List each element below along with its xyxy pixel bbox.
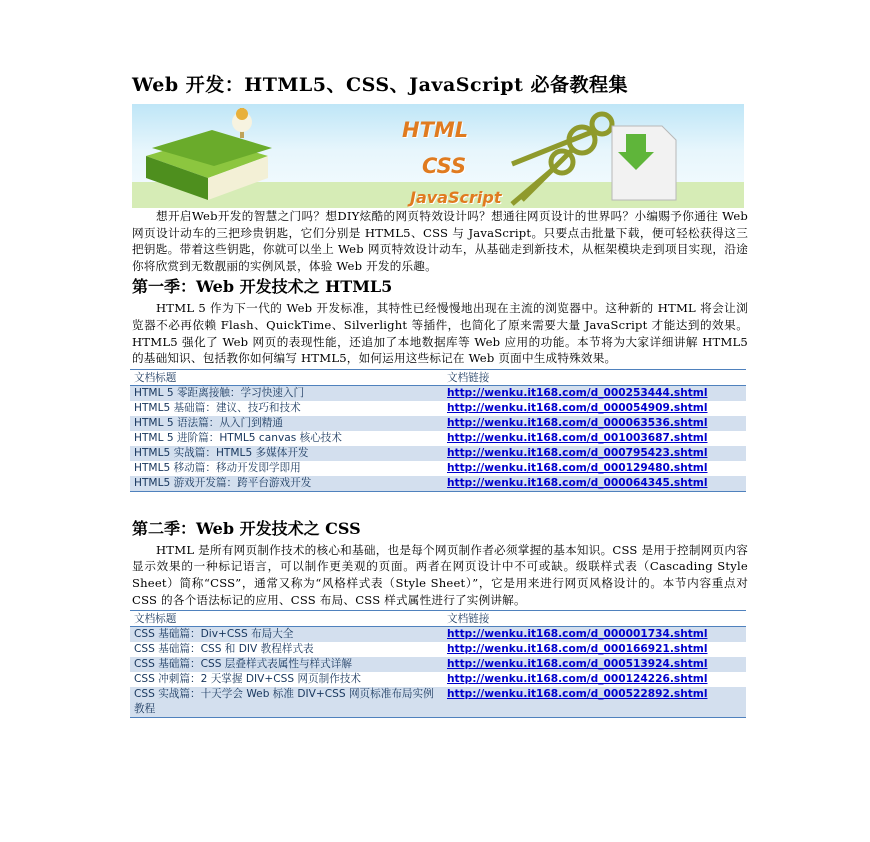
section2-heading: 第二季：Web 开发技术之 CSS [132, 518, 361, 538]
doc-title: HTML 5 零距离接触：学习快速入门 [130, 385, 443, 401]
doc-title: CSS 实战篇：十天学会 Web 标准 DIV+CSS 网页标准布局实例教程 [130, 687, 443, 718]
column-header-title: 文档标题 [130, 611, 443, 627]
doc-title: HTML5 实战篇：HTML5 多媒体开发 [130, 446, 443, 461]
banner-word-css: CSS [422, 154, 467, 178]
table-row [130, 627, 746, 643]
doc-link[interactable]: http://wenku.it168.com/d_000253444.shtml [447, 386, 708, 399]
doc-link[interactable]: http://wenku.it168.com/d_000054909.shtml [447, 401, 708, 414]
doc-link[interactable]: http://wenku.it168.com/d_000129480.shtml [447, 461, 708, 474]
doc-title: CSS 基础篇：Div+CSS 布局大全 [130, 627, 443, 643]
doc-link[interactable]: http://wenku.it168.com/d_001003687.shtml [447, 431, 708, 444]
doc-link[interactable]: http://wenku.it168.com/d_000124226.shtml [447, 673, 708, 686]
column-header-title: 文档标题 [130, 369, 443, 385]
document-page [128, 72, 748, 718]
doc-title: CSS 基础篇：CSS 和 DIV 教程样式表 [130, 642, 443, 657]
section1-body: HTML 5 作为下一代的 Web 开发标准，其特性已经慢慢地出现在主流的浏览器中。这种新的 HTML 将会让浏览器不必再依赖 Flash、QuickTime、Silverlight 等插件，也简化了原来需要大量 JavaScript 才能达到的效果。HTML5 强化了 Web 网页的表现性能，还追加了本地数据库等 Web 应用的功能。本节将为大家详细讲解 HTML5 的基础知识、包括教你如何编写 HTML5，如何运用这些标记在 Web 页面中生成特殊效果。 [132, 301, 748, 366]
table-row [130, 672, 746, 687]
page-title: Web 开发：HTML5、CSS、JavaScript 必备教程集 [132, 74, 628, 96]
doc-link[interactable]: http://wenku.it168.com/d_000166921.shtml [447, 643, 708, 656]
doc-link[interactable]: http://wenku.it168.com/d_000064345.shtml [447, 476, 708, 489]
section2-table [130, 610, 746, 718]
table-row [130, 476, 746, 492]
section2-body: HTML 是所有网页制作技术的核心和基础，也是每个网页制作者必须掌握的基本知识。CSS 是用于控制网页内容显示效果的一种标记语言，可以制作更美观的页面。两者在网页设计中不可或缺。级联样式表（Cascading Style Sheet）简称“CSS”，通常又称为“风格样式表（Style Sheet）”，它是用来进行网页风格设计的。本节内容重点对 CSS 的各个语法标记的应用、CSS 布局、CSS 样式属性进行了实例讲解。 [132, 542, 748, 607]
doc-link[interactable]: http://wenku.it168.com/d_000795423.shtml [447, 446, 708, 459]
table-row [130, 385, 746, 401]
section1-heading: 第一季：Web 开发技术之 HTML5 [132, 277, 393, 297]
table-row [130, 657, 746, 672]
section-spacer [128, 492, 748, 516]
doc-title: HTML 5 进阶篇：HTML5 canvas 核心技术 [130, 431, 443, 446]
column-header-link: 文档链接 [443, 611, 746, 627]
doc-link[interactable]: http://wenku.it168.com/d_000001734.shtml [447, 628, 708, 641]
table-row [130, 687, 746, 718]
table-row [130, 416, 746, 431]
doc-title: HTML5 移动篇：移动开发即学即用 [130, 461, 443, 476]
doc-link[interactable]: http://wenku.it168.com/d_000063536.shtml [447, 416, 708, 429]
doc-title: HTML 5 语法篇：从入门到精通 [130, 416, 443, 431]
intro-paragraph: 想开启Web开发的智慧之门吗？想DIY炫酷的网页特效设计吗？想通往网页设计的世界吗？小编赐予你通往 Web 网页设计动车的三把珍贵钥匙，它们分别是 HTML5、CSS 与 JavaScript。只要点击批量下载，便可轻松获得这三把钥匙。带着这些钥匙，你就可以坐上 Web 网页特效设计动车，从基础走到新技术，从框架模块走到项目实现，沿途你将欣赏到无数靓丽的实例风景，体验 Web 开发的乐趣。 [132, 209, 748, 273]
doc-title: CSS 基础篇：CSS 层叠样式表属性与样式详解 [130, 657, 443, 672]
doc-title: HTML5 基础篇：建议、技巧和技术 [130, 401, 443, 416]
banner-image [132, 104, 744, 208]
table-row [130, 431, 746, 446]
table-row [130, 642, 746, 657]
table-row [130, 401, 746, 416]
table-row [130, 446, 746, 461]
banner-word-javascript: JavaScript [410, 188, 502, 207]
section1-table [130, 369, 746, 492]
table-row [130, 461, 746, 476]
download-document-icon [612, 126, 676, 200]
doc-title: HTML5 游戏开发篇：跨平台游戏开发 [130, 476, 443, 492]
column-header-link: 文档链接 [443, 369, 746, 385]
banner-word-html: HTML [402, 118, 469, 142]
doc-link[interactable]: http://wenku.it168.com/d_000522892.shtml [447, 688, 708, 701]
doc-title: CSS 冲刺篇：2 天掌握 DIV+CSS 网页制作技术 [130, 672, 443, 687]
doc-link[interactable]: http://wenku.it168.com/d_000513924.shtml [447, 658, 708, 671]
